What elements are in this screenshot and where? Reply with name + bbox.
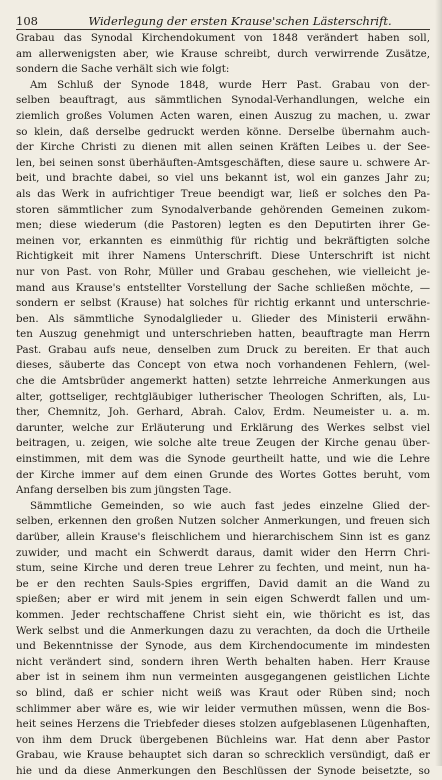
text-line: beitragen, u. zeigen, wie solche alte treue Zeugen der Kirche genau über- (16, 437, 430, 450)
text-line: am allerwenigsten aber, wie Krause schreibt, durch verwirrende Zusätze, (16, 47, 430, 60)
text-line: Grabau, wie Krause behauptet sich daran so schrecklich versündigt, daß er (16, 749, 430, 762)
text-line: und Bekenntnisse der Synode, aus dem Kirchendocumente im mindesten (16, 640, 430, 653)
text-line: aber ist in seinem ihm nun vermeinten ausgegangenen geistlichen Lichte (16, 671, 430, 684)
text-line: Past. Grabau aufs neue, denselben zum Druck zu bereiten. Er that auch (16, 343, 430, 356)
text-line: Am Schluß der Synode 1848, wurde Herr Past. Grabau von der- (30, 78, 430, 91)
text-line: mand aus Krause's entstellter Vorstellung der Sache schließen möchte, — (16, 281, 430, 294)
text-line: spießen; aber er wird mit jenem in sein eigen Schwerdt fallen und um- (16, 593, 430, 606)
text-line: schlimmer aber wäre es, wie wir leider vermuthen müssen, wenn die Bos- (16, 702, 430, 715)
page-header (16, 14, 430, 30)
text-line: selben beauftragt, aus sämmtlichen Synodal-Verhandlungen, welche ein (16, 94, 430, 107)
text-line: ten Auszug genehmigt und unterschrieben hatten, beauftragte man Herrn (16, 328, 430, 341)
text-line: ther, Chemnitz, Joh. Gerhard, Abrah. Calov, Erdm. Neumeister u. a. m. (16, 406, 430, 419)
text-line: so klein, daß derselbe gedruckt werden könne. Derselbe übernahm auch- (16, 125, 430, 138)
text-line: beit, und brachte dabei, so viel uns bekannt ist, wol ein ganzes Jahr zu; (16, 172, 430, 185)
text-line: che die Amtsbrüder angemerkt hatten) setzte lehrreiche Anmerkungen aus (16, 375, 430, 388)
text-line: kommen. Jeder rechtschaffene Christ sieht ein, wie thöricht es ist, das (16, 608, 430, 621)
text-line: storen sämmtlicher zum Synodalverbande gehörenden Gemeinen zukom- (16, 203, 430, 216)
running-title: Widerlegung der ersten Krause'schen Lästerschrift. (88, 14, 392, 28)
text-line: der Kirche Christi zu dienen mit allen seinen Kräften Leibes u. der See- (16, 141, 430, 154)
text-line: der Kirche immer auf dem einen Grunde des Wortes Gottes beruht, vom (16, 468, 430, 481)
text-line: Anfang derselben bis zum jüngsten Tage. (16, 484, 232, 497)
text-line: be er den rechten Sauls-Spies ergriffen, David damit an die Wand zu (16, 577, 430, 590)
text-line: darunter, welche zur Erläuterung und Erklärung des Werkes selbst viel (16, 421, 430, 434)
text-line: ziemlich großes Volumen Acten waren, einen Auszug zu machen, u. zwar (16, 109, 430, 122)
text-line: ben. Als sämmtliche Synodalglieder u. Glieder des Ministerii erwähn- (16, 312, 430, 325)
text-line: zuwider, und macht ein Schwerdt daraus, damit wider den Herrn Chri- (16, 546, 430, 559)
text-line: stum, seine Kirche und deren treue Lehrer zu fechten, und meint, nun ha- (16, 562, 430, 575)
text-line: alter, gottseliger, rechtgläubiger lutherischer Theologen Schriften, als, Lu- (16, 390, 430, 403)
text-line: heit seines Herzens die Triebfeder dieses stolzen aufgeblasenen Lügenhaften, (16, 718, 430, 731)
text-line: darüber, allein Krause's fleischlichem und hierarchischem Sinn ist es ganz (16, 531, 430, 543)
text-line: len, bei seinen sonst überhäuften-Amtsgeschäften, diese saure u. schwere Ar- (16, 156, 430, 169)
text-line: einstimmen, mit dem was die Synode geurtheilt hatte, und wie die Lehre (16, 453, 430, 466)
text-line: sondern die Sache verhält sich wie folgt: (16, 63, 230, 76)
text-line: Sämmtliche Gemeinden, so wie auch fast jedes einzelne Glied der- (30, 499, 430, 512)
text-line: meinen vor, erkannten es einmüthig für richtig und bekräftigten solche (16, 234, 430, 247)
text-line: dieses, säuberte das Concept von etwa noch vorhandenen Fehlern, (wel- (16, 359, 430, 372)
text-line: Richtigkeit mit ihrer Namens Unterschrift. Diese Unterschrift ist nicht (16, 250, 430, 263)
text-line: men; diese wiederum (die Pastoren) legten es den Deputirten ihrer Ge- (16, 219, 430, 232)
text-line: nur von Past. von Rohr, Müller und Grabau geschehen, wie vielleicht je- (16, 265, 430, 278)
page-number: 108 (16, 14, 38, 28)
text-line: als das Werk in aufrichtiger Treue beendigt war, ließ er solches den Pa- (16, 187, 430, 200)
text-line: hie und da diese Anmerkungen den Beschlüssen der Synode beisetzte, so (16, 764, 430, 777)
text-line: sondern er selbst (Krause) hat solches für richtig erkannt und unterschrie- (16, 297, 430, 310)
body-text (16, 31, 430, 780)
text-line: von ihm dem Druck übergebenen Büchleins war. Hat denn aber Pastor (16, 733, 430, 746)
text-line: nicht verändert sind, sondern ihren Werth behalten haben. Herr Krause (16, 655, 430, 668)
text-line: Werk selbst und die Anmerkungen dazu zu verachten, da doch die Urtheile (16, 624, 430, 637)
text-line: so blind, daß er schier nicht weiß was Kraut oder Rüben sind; noch (16, 686, 430, 699)
text-line: Grabau das Synodal Kirchendokument von 1848 verändert haben soll, (16, 32, 430, 44)
text-line: selben, erkennen den großen Nutzen solcher Anmerkungen, und freuen sich (16, 515, 430, 528)
page-edge-shadow (435, 0, 442, 766)
